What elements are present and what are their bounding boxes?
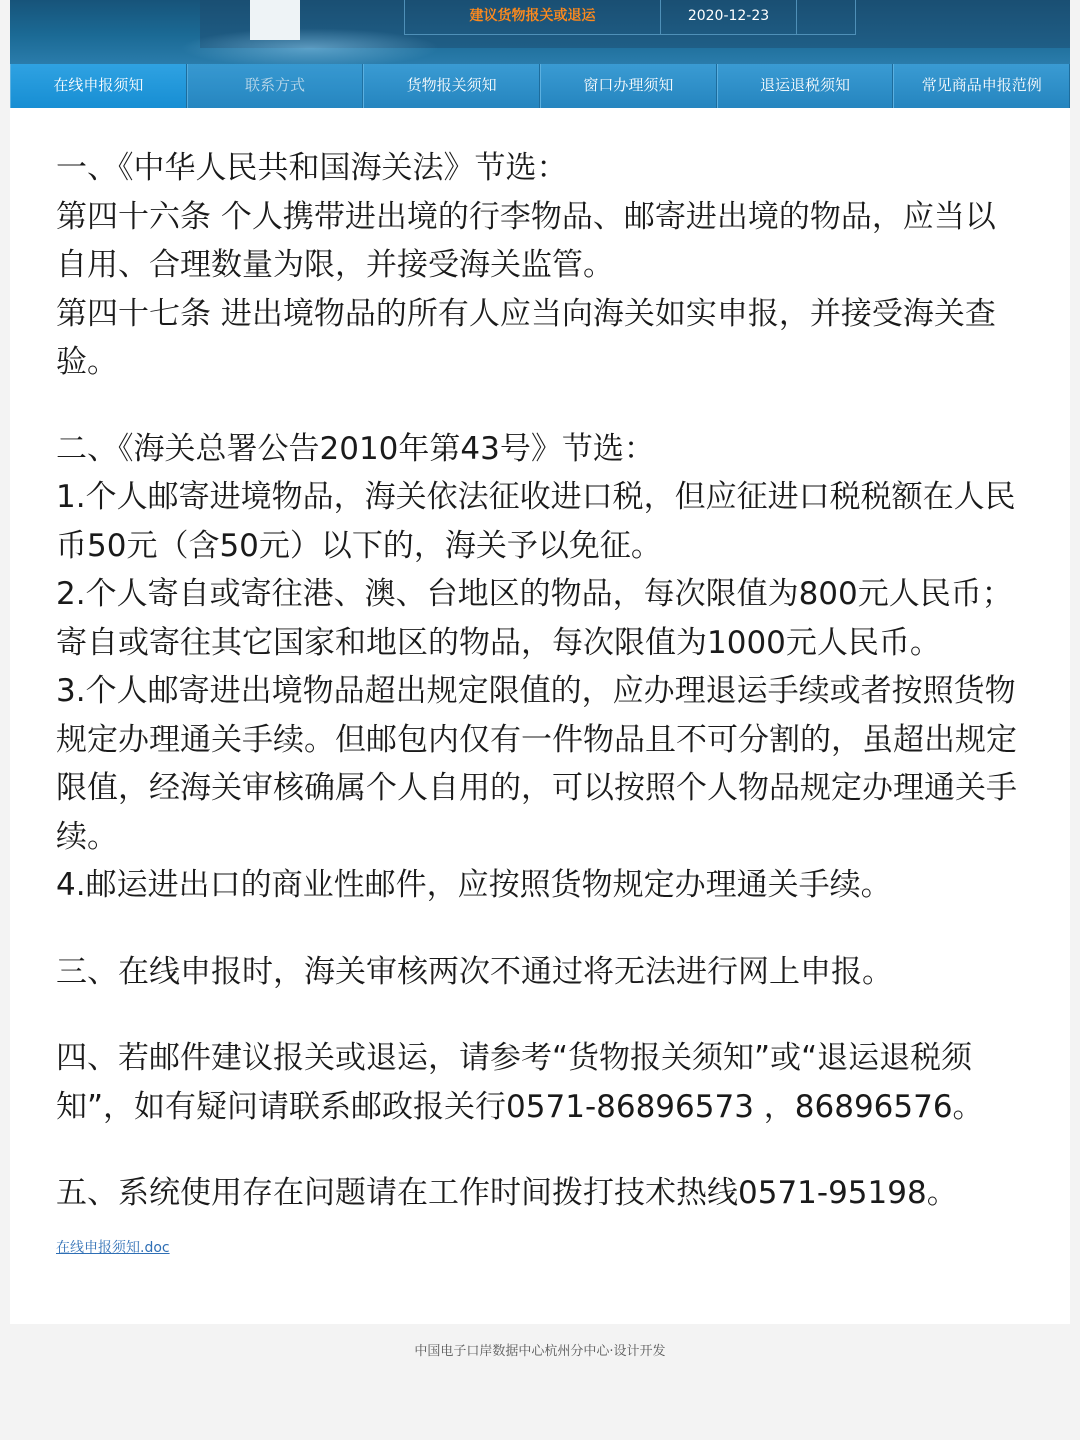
- tab-bar: [10, 64, 1070, 108]
- footer-credit: 中国电子口岸数据中心杭州分中心·设计开发: [414, 1344, 666, 1359]
- status-date: 2020-12-23: [661, 0, 797, 34]
- tab-goods-declaration[interactable]: 货物报关须知: [363, 64, 540, 108]
- section-1-article-46: 第四十六条 个人携带进出境的行李物品、邮寄进出境的物品，应当以自用、合理数量为限，并接受海关监管。: [56, 198, 996, 283]
- tab-common-examples[interactable]: 常见商品申报范例: [893, 64, 1070, 108]
- status-blank-cell: [797, 0, 855, 34]
- spacer: [56, 387, 1026, 425]
- status-table: [404, 0, 856, 35]
- section-1-title: 一、《中华人民共和国海关法》节选：: [56, 150, 568, 186]
- header-logo-placeholder: [250, 0, 300, 40]
- spacer: [56, 1131, 1026, 1169]
- section-2-title: 二、《海关总署公告2010年第43号》节选：: [56, 430, 655, 467]
- status-text: 建议货物报关或退运: [405, 0, 661, 34]
- header-glow: [180, 28, 440, 64]
- main-content: [10, 108, 1070, 1324]
- section-3: 三、在线申报时，海关审核两次不通过将无法进行网上申报。: [56, 953, 893, 990]
- section-4: 四、若邮件建议报关或退运，请参考“货物报关须知”或“退运退税须知”，如有疑问请联系邮政报关行0571-86896573 ，86896576。: [56, 1040, 984, 1125]
- tab-contact[interactable]: 联系方式: [187, 64, 364, 108]
- section-2-item-2: 2.个人寄自或寄往港、澳、台地区的物品，每次限值为800元人民币；寄自或寄往其它国家和地区的物品，每次限值为1000元人民币。: [56, 576, 1013, 661]
- section-1-article-47: 第四十七条 进出境物品的所有人应当向海关如实申报，并接受海关查验。: [56, 295, 996, 380]
- section-2-item-3: 3.个人邮寄进出境物品超出规定限值的，应办理退运手续或者按照货物规定办理通关手续。但邮包内仅有一件物品且不可分割的，虽超出规定限值，经海关审核确属个人自用的，可以按照个人物品规定办理通关手续。: [56, 673, 1017, 855]
- notice-article: [56, 144, 1026, 1266]
- spacer: [56, 910, 1026, 948]
- tab-window-service[interactable]: 窗口办理须知: [540, 64, 717, 108]
- spacer: [56, 996, 1026, 1034]
- section-5: 五、系统使用存在问题请在工作时间拨打技术热线0571-95198。: [56, 1175, 958, 1211]
- tab-return-refund[interactable]: 退运退税须知: [717, 64, 894, 108]
- attachment-link[interactable]: 在线申报须知.doc: [56, 1239, 170, 1256]
- section-2-item-1: 1.个人邮寄进境物品，海关依法征收进口税，但应征进口税税额在人民币50元（含50元）以下的，海关予以免征。: [56, 479, 1016, 564]
- tab-online-declaration[interactable]: 在线申报须知: [10, 64, 187, 108]
- section-2-item-4: 4.邮运进出口的商业性邮件，应按照货物规定办理通关手续。: [56, 867, 892, 903]
